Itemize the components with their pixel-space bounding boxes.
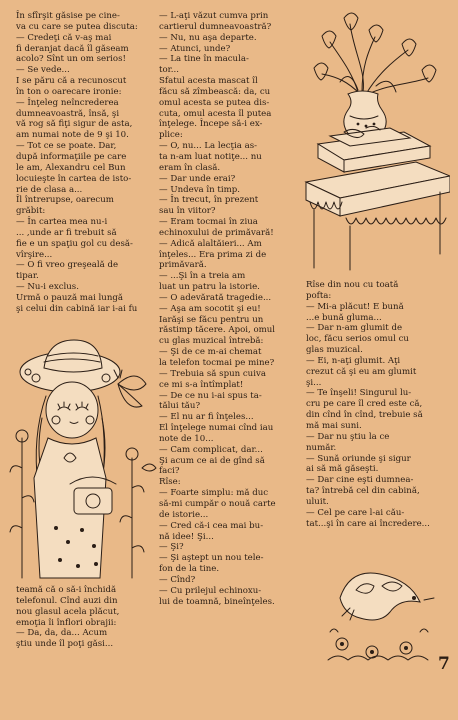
vase-table-illustration — [300, 12, 450, 274]
text-line: vă rog să fiţi sigur de asta, — [16, 119, 133, 130]
text-line: cartierul dumneavoastră? — [159, 21, 272, 32]
text-line: — Înţeleg neîncrederea — [16, 97, 119, 108]
text-line: fi deranjat dacă îl găseam — [16, 43, 129, 54]
text-line: — Foarte simplu: mă duc — [159, 488, 269, 499]
text-line: Rîse din nou cu toată — [306, 280, 399, 290]
text-line: faci? — [159, 466, 180, 477]
text-line: omul acesta se putea dis- — [159, 97, 270, 108]
text-line: făcu să zîmbească: da, cu — [159, 86, 271, 97]
text-line: vîrşire... — [16, 249, 53, 260]
text-line: va cu care se putea discuta: — [16, 21, 138, 32]
text-line: — Şi de ce m-ai chemat — [159, 347, 262, 358]
text-line: note de 10... — [159, 433, 214, 444]
text-line: ce mi s-a întîmplat! — [159, 379, 244, 390]
text-line: — Dar nu ştiu la ce — [306, 431, 390, 442]
text-line: — Cred că-i cea mai bu- — [159, 520, 264, 531]
text-line: şi... — [306, 377, 322, 388]
text-line: — La tine în macula- — [159, 54, 249, 65]
text-line: uluit. — [306, 496, 329, 507]
text-line: — Undeva în timp. — [159, 184, 240, 195]
text-line: Îl întrerupse, oarecum — [16, 195, 114, 206]
text-line: ştiu unde îl poţi găsi... — [16, 639, 114, 650]
text-line: — Cam complicat, dar... — [159, 444, 263, 455]
text-line: loc, făcu serios omul cu — [306, 334, 409, 345]
text-line: — Te înşeli! Singurul lu- — [306, 388, 412, 399]
text-line: de istorie... — [159, 509, 209, 520]
text-line: nă idee! Şi... — [159, 531, 214, 542]
text-line: înţeles... Era prima zi de — [159, 249, 267, 260]
text-line: primăvară. — [159, 260, 207, 271]
text-line: tipar. — [16, 271, 39, 282]
text-line: răstimp tăcere. Apoi, omul — [159, 325, 276, 336]
text-line: luat un patru la istorie. — [159, 282, 260, 293]
text-line: fie e un spaţiu gol cu desă- — [16, 238, 133, 249]
text-line: eram în clasă. — [159, 162, 221, 173]
text-column-middle — [159, 11, 295, 607]
text-line: — De ce nu i-ai spus ta- — [159, 390, 262, 401]
text-line: — ...Şi în a treia am — [159, 271, 246, 282]
text-line: acolo? Sînt un om serios! — [16, 54, 126, 65]
text-line: crezut că şi eu am glumit — [306, 366, 417, 377]
text-line: tat...şi în care ai încredere... — [306, 518, 430, 529]
text-column-left — [16, 11, 145, 315]
text-line: cru pe care îl cred este că, — [306, 399, 423, 410]
text-line: — Da, da, da... Acum — [16, 628, 108, 639]
text-line: — Cel pe care l-ai cău- — [306, 507, 405, 518]
text-line: rie de clasa a... — [16, 184, 83, 195]
text-line: I se păru că a recunoscut — [16, 76, 127, 87]
text-line: — L-aţi văzut cumva prin — [159, 11, 269, 21]
text-line: Sfatul acesta mascat îl — [159, 76, 258, 87]
text-line: Urmă o pauză mai lungă — [16, 292, 123, 303]
text-line: — Cînd? — [159, 574, 196, 585]
text-line: — Aşa am socotit şi eu! — [159, 303, 261, 314]
text-line: — Nu-i exclus. — [16, 282, 79, 293]
text-line: — Atunci, unde? — [159, 43, 231, 54]
bird-flowers-illustration — [320, 548, 440, 668]
text-line: lui de toamnă, bineînţeles. — [159, 596, 275, 607]
text-line: din cînd în cînd, trebuie să — [306, 410, 423, 421]
text-line: — Se vede... — [16, 65, 70, 76]
text-line: — O adevărată tragedie... — [159, 292, 272, 303]
text-line: — Dar cine eşti dumnea- — [306, 475, 414, 486]
text-line: grăbit: — [16, 206, 46, 217]
text-line: ai să mă găseşti. — [306, 464, 379, 475]
page-number-text: 7 — [438, 654, 450, 674]
text-line: ... ,unde ar fi trebuit să — [16, 227, 117, 238]
text-line: pofta: — [306, 290, 332, 301]
page-number — [438, 654, 450, 674]
text-line: emoţia îi înflori obrajii: — [16, 617, 117, 628]
text-line: — Şi? — [159, 542, 184, 553]
text-line: — Tot ce se poate. Dar, — [16, 141, 117, 152]
text-line: — Dar n-am glumit de — [306, 323, 403, 334]
text-line: teamă că o să-i închidă — [16, 585, 117, 595]
girl-with-telephone-illustration — [8, 338, 158, 588]
text-line: El înţelege numai cînd iau — [159, 423, 274, 434]
text-line: — Adică alaltăieri... Am — [159, 238, 262, 249]
text-line: — În cartea mea nu-i — [16, 217, 108, 228]
text-line: înţelege. Începe să-i ex- — [159, 119, 263, 130]
text-line: la telefon tocmai pe mine? — [159, 358, 275, 368]
text-line: — Sună oriunde şi sigur — [306, 453, 411, 464]
text-line: Rîse: — [159, 477, 181, 488]
text-line: — Cu prilejul echinoxu- — [159, 585, 262, 596]
text-line: le am, Alexandru cel Bun — [16, 162, 126, 173]
text-line: fon de la tine. — [159, 564, 220, 575]
text-line: — Dar unde erai? — [159, 173, 236, 184]
text-column-right — [306, 280, 445, 529]
text-line: glas muzical. — [306, 345, 363, 356]
text-line: — Trebuia să spun cuiva — [159, 368, 266, 379]
text-line: — Eram tocmai în ziua — [159, 217, 258, 228]
text-line: — O, nu... La lecţia as- — [159, 141, 258, 152]
text-line: ...e bună gluma... — [306, 312, 382, 323]
text-line: ta n-am luat notiţe... nu — [159, 151, 262, 162]
text-line: dumneavoastră, însă, şi — [16, 108, 120, 119]
text-line: — Nu, nu aşa departe. — [159, 32, 257, 43]
text-line: — O fi vreo greşeală de — [16, 260, 119, 271]
text-line: — Ei, n-aţi glumit. Aţi — [306, 355, 401, 366]
text-line: număr. — [306, 442, 337, 453]
text-line: — Credeţi că v-aş mai — [16, 32, 112, 43]
text-line: să-mi cumpăr o nouă carte — [159, 498, 276, 509]
text-line: — În trecut, în prezent — [159, 195, 259, 206]
text-line: — Şi aştept un nou tele- — [159, 553, 264, 564]
text-line: mă mai suni. — [306, 420, 362, 431]
text-line: Iarăşi se făcu pentru un — [159, 314, 264, 325]
text-line: echinoxului de primăvară! — [159, 227, 274, 238]
text-line: — El nu ar fi înţeles... — [159, 412, 254, 423]
text-line: locuieşte în cartea de isto- — [16, 173, 132, 184]
text-line: — Mi-a plăcut! E bună — [306, 301, 404, 312]
text-line: tor... — [159, 65, 179, 76]
text-line: telefonul. Cînd auzi din — [16, 595, 118, 606]
text-line: nou glasul acela plăcut, — [16, 606, 120, 617]
text-line: cuta, omul acesta îl putea — [159, 108, 272, 119]
text-line: tălui tău? — [159, 401, 201, 412]
text-line: după informaţiile pe care — [16, 151, 127, 162]
text-line: am numai note de 9 şi 10. — [16, 130, 129, 141]
text-column-left-bottom — [16, 585, 150, 650]
text-line: sau în viitor? — [159, 206, 216, 217]
text-line: Şi acum ce ai de gînd să — [159, 455, 265, 466]
text-line: plice: — [159, 130, 183, 141]
text-line: în ton o oarecare ironie: — [16, 86, 122, 97]
text-line: ta? întrebă cel din cabină, — [306, 486, 420, 497]
text-line: şi celui din cabină iar i-ai fu — [16, 303, 138, 314]
text-line: cu glas muzical întrebă: — [159, 336, 264, 347]
text-line: În sfîrşit găsise pe cine- — [16, 11, 120, 21]
